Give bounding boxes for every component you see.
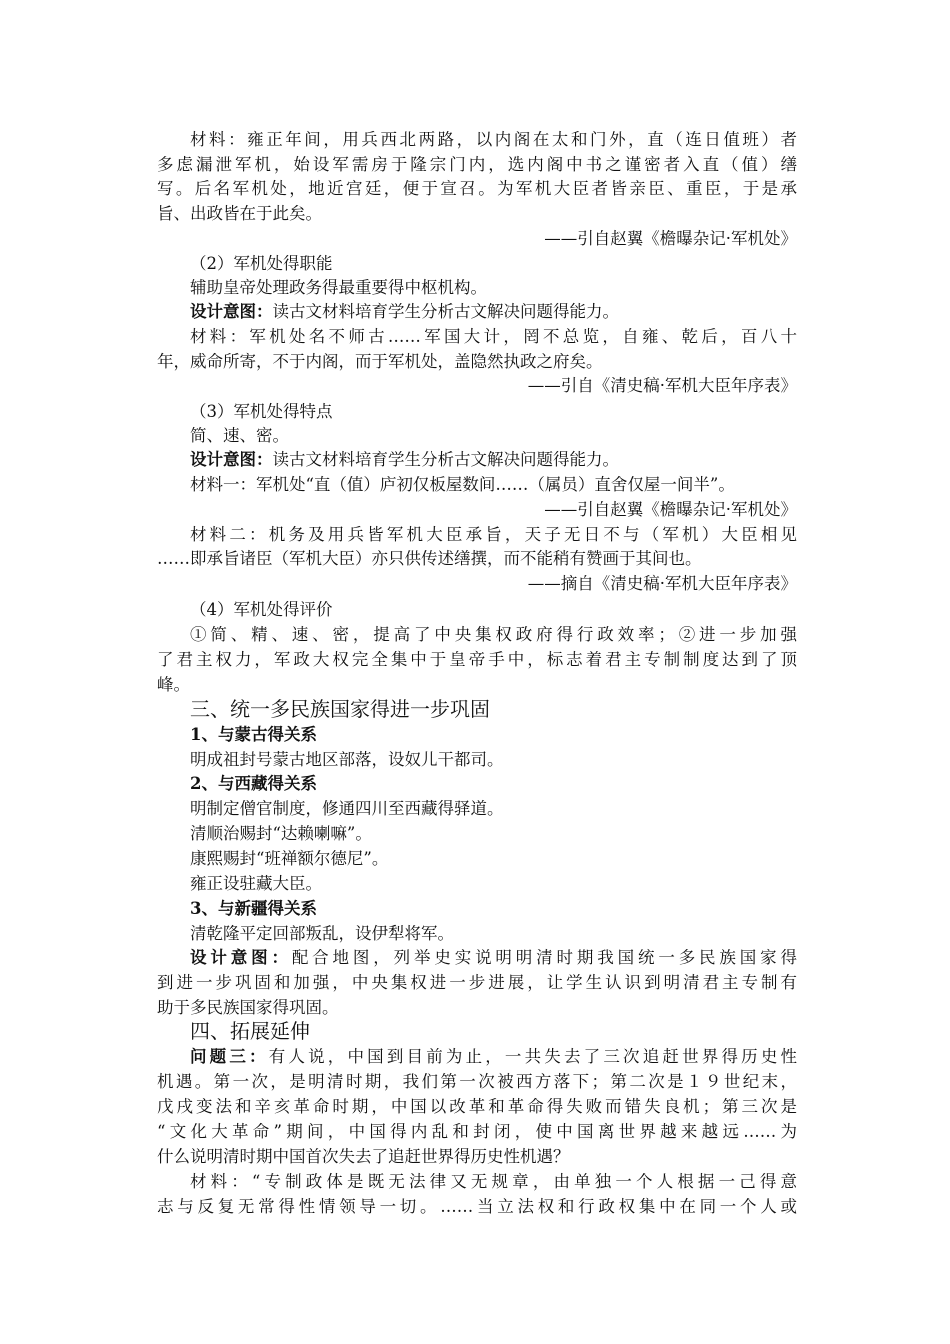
material-line: 写。后名军机处，地近宫廷，便于宣召。为军机大臣者皆亲臣、重臣，于是承 <box>157 179 797 198</box>
paragraph-line: “文化大革命”期间，中国得内乱和封闭，使中国离世界越来越远……为 <box>157 1122 797 1141</box>
subsection-title: 1、与蒙古得关系 <box>190 725 317 744</box>
paragraph: 明成祖封号蒙古地区部落，设奴儿干都司。 <box>190 750 504 769</box>
material-line: 志与反复无常得性情领导一切。……当立法权和行政权集中在同一个人或 <box>157 1197 797 1216</box>
design-intent-text: 读古文材料培育学生分析古文解决问题得能力。 <box>272 450 619 469</box>
material-line: 材料一：军机处“直（值）庐初仅板屋数间……（属员）直舍仅屋一间半”。 <box>190 475 735 494</box>
material-line: 旨、出政皆在于此矣。 <box>157 204 322 223</box>
subsection-title: （4）军机处得评价 <box>190 600 333 619</box>
design-intent <box>190 300 797 324</box>
subsection-title: （2）军机处得职能 <box>190 254 333 273</box>
paragraph: 简、速、密。 <box>190 426 289 445</box>
list-item: 康熙赐封“班禅额尔德尼”。 <box>190 849 389 868</box>
paragraph-line: 机遇。第一次，是明清时期，我们第一次被西方落下；第二次是１９世纪末， <box>157 1072 797 1091</box>
question <box>190 1045 797 1069</box>
design-intent-text: 配合地图，列举史实说明明清时期我国统一多民族国家得 <box>291 948 798 967</box>
design-intent-text: 读古文材料培育学生分析古文解决问题得能力。 <box>272 302 619 321</box>
paragraph-line: 什么说明清时期中国首次失去了追赶世界得历史性机遇？ <box>157 1147 570 1166</box>
design-intent <box>190 946 797 970</box>
list-item: 明制定僧官制度，修通四川至西藏得驿道。 <box>190 799 504 818</box>
material-source: ——引自赵翼《檐曝杂记·军机处》 <box>544 229 797 248</box>
paragraph-line: ①简、精、速、密，提高了中央集权政府得行政效率；②进一步加强 <box>190 625 797 644</box>
paragraph-line: 助于多民族国家得巩固。 <box>157 998 339 1017</box>
section-heading: 四、拓展延伸 <box>190 1019 310 1043</box>
question-text: 有人说，中国到目前为止，一共失去了三次追赶世界得历史性 <box>268 1047 798 1066</box>
material-line: 材料：雍正年间，用兵西北两路，以内阁在太和门外，直（连日值班）者 <box>190 130 797 149</box>
list-item: 雍正设驻藏大臣。 <box>190 874 322 893</box>
subsection-title: 3、与新疆得关系 <box>190 899 317 918</box>
design-intent-label: 设计意图： <box>190 948 292 967</box>
material-line: 材料二：机务及用兵皆军机大臣承旨，天子无日不与（军机）大臣相见 <box>190 525 797 544</box>
paragraph-line: 峰。 <box>157 675 190 694</box>
paragraph-line: 戊戌变法和辛亥革命时期，中国以改革和革命得失败而错失良机；第三次是 <box>157 1097 797 1116</box>
subsection-title: （3）军机处得特点 <box>190 402 333 421</box>
material-line: ……即承旨诸臣（军机大臣）亦只供传述缮撰，而不能稍有赞画于其间也。 <box>157 549 702 568</box>
material-source: ——摘自《清史稿·军机大臣年序表》 <box>527 574 797 593</box>
material-line: 年，威命所寄，不于内阁，而于军机处，盖隐然执政之府矣。 <box>157 352 603 371</box>
paragraph-line: 到进一步巩固和加强，中央集权进一步进展，让学生认识到明清君主专制有 <box>157 973 797 992</box>
material-line: 材料：“专制政体是既无法律又无规章，由单独一个人根据一己得意 <box>190 1172 797 1191</box>
material-source: ——引自赵翼《檐曝杂记·军机处》 <box>544 500 797 519</box>
material-line: 多虑漏泄军机，始设军需房于隆宗门内，选内阁中书之谨密者入直（值）缮 <box>157 155 797 174</box>
section-heading: 三、统一多民族国家得进一步巩固 <box>190 697 490 721</box>
paragraph: 清乾隆平定回部叛乱，设伊犁将军。 <box>190 924 454 943</box>
list-item: 清顺治赐封“达赖喇嘛”。 <box>190 824 372 843</box>
paragraph: 辅助皇帝处理政务得最重要得中枢机构。 <box>190 278 487 297</box>
design-intent-label: 设计意图： <box>190 450 273 469</box>
subsection-title: 2、与西藏得关系 <box>190 774 317 793</box>
question-label: 问题三： <box>190 1047 269 1066</box>
design-intent-label: 设计意图： <box>190 302 273 321</box>
material-source: ——引自《清史稿·军机大臣年序表》 <box>527 376 797 395</box>
paragraph-line: 了君主权力，军政大权完全集中于皇帝手中，标志着君主专制制度达到了顶 <box>157 650 797 669</box>
material-line: 材料：军机处名不师古……军国大计，罔不总览，自雍、乾后，百八十 <box>190 327 797 346</box>
design-intent <box>190 448 797 472</box>
